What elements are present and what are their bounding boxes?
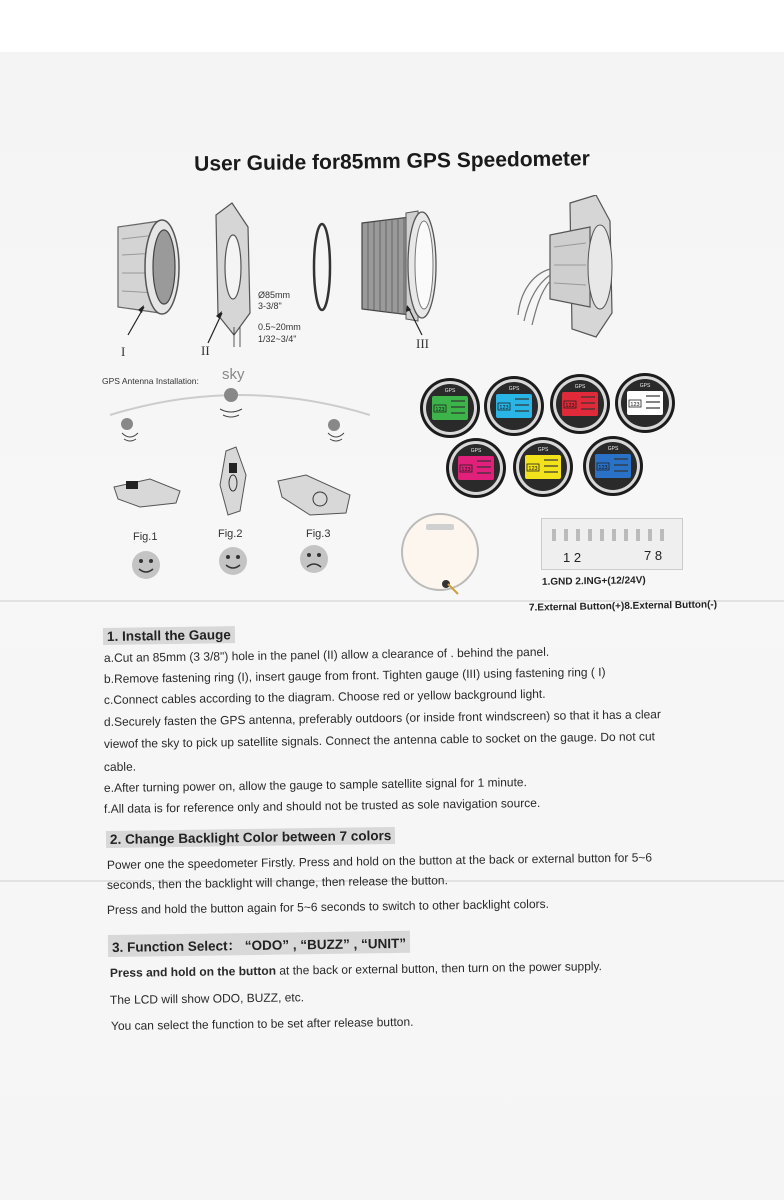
backlight-gauge	[581, 434, 645, 498]
gauge-back-illustration	[398, 510, 498, 600]
sad-face-icon	[300, 545, 328, 573]
function-step-2: The LCD will show ODO, BUZZ, etc.	[109, 990, 305, 1007]
antenna-installation-label: GPS Antenna Installation:	[102, 376, 199, 386]
o-ring-illustration	[314, 224, 330, 310]
section-install-heading: 1. Install the Gauge	[103, 626, 235, 645]
happy-face-icon	[132, 551, 160, 579]
gauge-readout: 123	[630, 402, 640, 408]
assembled-gauge-illustration	[518, 195, 612, 337]
sky-label: sky	[222, 366, 245, 383]
install-step-c: c.Connect cables according to the diagram. Choose red or yellow background light.	[103, 686, 546, 707]
connector-pins-left: 1 2	[563, 550, 582, 565]
gauge-readout: 123	[461, 467, 471, 473]
windscreen-illustration	[220, 447, 246, 515]
gauge-badge: GPS	[444, 388, 456, 394]
backlight-gauge	[418, 376, 482, 440]
pin-assignment-2: 7.External Button(+)8.External Button(-)	[528, 599, 718, 614]
gauge-readout: 123	[565, 403, 575, 409]
dimension-diameter-inch: 3-3/8"	[258, 301, 282, 311]
backlight-gauge	[511, 435, 575, 499]
pin-assignment-1: 1.GND 2.ING+(12/24V)	[541, 575, 646, 588]
backlight-step-1-cont: seconds, then the backlight will change, then release the button.	[106, 873, 448, 892]
figure-1-label: Fig.1	[133, 531, 158, 543]
section-install	[103, 626, 235, 646]
gauge-readout: 123	[435, 407, 445, 413]
antenna-diagram	[100, 385, 370, 585]
label-gauge-iii: III	[416, 336, 429, 351]
fastening-ring-illustration	[118, 220, 179, 335]
satellite-icon	[224, 388, 238, 402]
install-step-b: b.Remove fastening ring (I), insert gauge from front. Tighten gauge (III) using fastening ring ( I)	[103, 664, 606, 686]
gauge-readout: 123	[528, 466, 538, 472]
happy-face-icon	[219, 547, 247, 575]
gauge-readout: 123	[499, 405, 509, 411]
section-backlight-heading: 2. Change Backlight Color between 7 colors	[106, 827, 396, 848]
function-step-1-rest: at the back or external button, then turn on the power supply.	[275, 959, 603, 978]
gauge-badge: GPS	[607, 446, 619, 452]
gauge-badge: GPS	[639, 383, 651, 389]
section-function-heading: 3. Function Select： “ODO” , “BUZZ” , “UNIT”	[108, 931, 410, 957]
label-panel-ii: II	[201, 343, 210, 358]
install-step-d: d.Securely fasten the GPS antenna, preferably outdoors (or inside front windscreen) so that it has a clear	[103, 707, 662, 729]
dimension-thickness: 0.5~20mm	[258, 322, 301, 332]
installation-diagram	[100, 195, 660, 360]
backlight-gauge	[613, 371, 677, 435]
gauge-readout: 123	[598, 465, 608, 471]
function-step-3: You can select the function to be set after release button.	[110, 1014, 414, 1033]
backlight-gauge	[444, 436, 508, 500]
gauge-badge: GPS	[508, 386, 520, 392]
install-step-d-cont: viewof the sky to pick up satellite signals. Connect the antenna cable to socket on the gauge. Do not cut	[103, 729, 656, 751]
install-step-d-cont2: cable.	[103, 759, 137, 774]
backlight-step-2: Press and hold the button again for 5~6 seconds to switch to other backlight colors.	[106, 896, 549, 917]
panel-illustration	[208, 203, 250, 347]
backlight-step-1: Power one the speedometer Firstly. Press and hold on the button at the back or external button for 5~6	[106, 850, 653, 872]
connector-pins	[552, 529, 672, 541]
backlight-gauge	[548, 372, 612, 436]
satellite-icon	[328, 419, 340, 431]
install-step-f: f.All data is for reference only and should not be trusted as sole navigation source.	[103, 795, 541, 816]
backlight-gauge	[482, 374, 546, 438]
gauge-body-illustration	[362, 211, 436, 335]
install-step-e: e.After turning power on, allow the gauge to sample satellite signal for 1 minute.	[103, 775, 527, 795]
label-ring-i: I	[121, 344, 126, 359]
page-title: User Guide for85mm GPS Speedometer	[194, 147, 590, 176]
connector-pins-right: 7 8	[644, 548, 663, 563]
install-step-a: a.Cut an 85mm (3 3/8") hole in the panel (II) allow a clearance of . behind the panel.	[103, 644, 550, 665]
gauge-badge: GPS	[537, 447, 549, 453]
figure-3-label: Fig.3	[306, 528, 331, 540]
function-step-1-bold: Press and hold on the button	[109, 963, 277, 980]
satellite-icon	[121, 418, 133, 430]
dashboard-illustration	[114, 479, 180, 507]
section-function	[108, 931, 410, 957]
figure-2-label: Fig.2	[218, 528, 243, 540]
dimension-diameter: Ø85mm	[258, 290, 291, 300]
dimension-thickness-inch: 1/32~3/4"	[258, 334, 297, 344]
gauge-badge: GPS	[470, 448, 482, 454]
gauge-badge: GPS	[574, 384, 586, 390]
